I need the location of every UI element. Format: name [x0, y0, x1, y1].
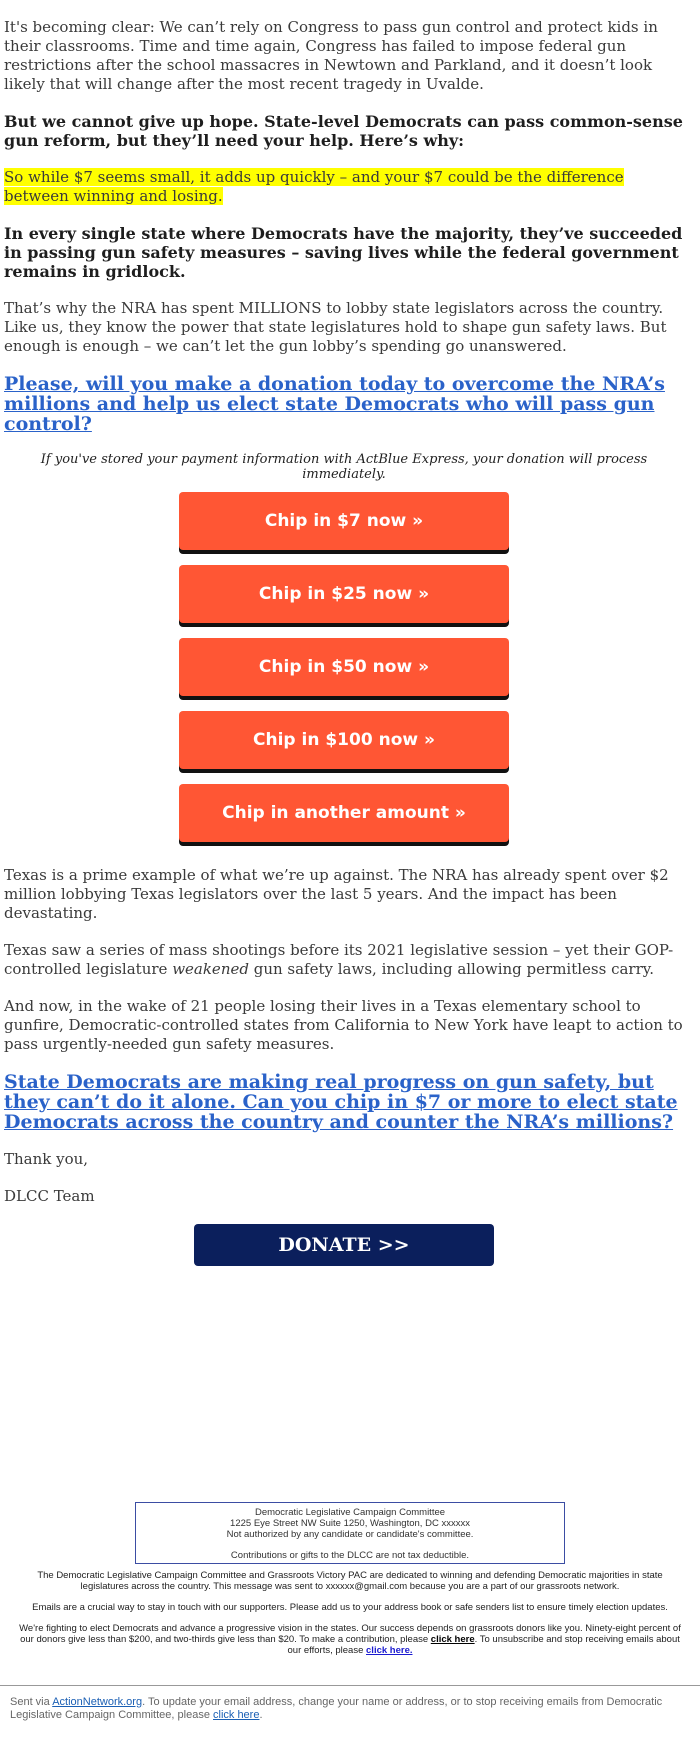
- contribute-click-here-link[interactable]: click here: [430, 1634, 475, 1645]
- hope-paragraph: But we cannot give up hope. State-level Democrats can pass common-sense gun reform, but they’ll need your help. Here’s why:: [4, 112, 683, 150]
- thanks-text: Thank you,: [4, 1150, 89, 1168]
- fighting-text-middle: . To unsubscribe and stop receiving emails about our efforts, please: [287, 1634, 680, 1656]
- chip-7-button[interactable]: Chip in $7 now »: [179, 492, 509, 550]
- address-box: [135, 1502, 565, 1564]
- texas-2-text-before: Texas saw a series of mass shootings before its 2021 legislative session – yet their GOP-controlled legislature: [4, 941, 674, 978]
- chip-100-button[interactable]: Chip in $100 now »: [179, 711, 509, 769]
- texas-2-emphasis: weakened: [172, 960, 249, 978]
- texas-2-text-after: gun safety laws, including allowing permitless carry.: [248, 960, 655, 978]
- every-state-paragraph: In every single state where Democrats have the majority, they’ve succeeded in passing gun safety measures – saving lives while the federal government remains in gridlock.: [4, 224, 683, 281]
- dedicated-text: The Democratic Legislative Campaign Committee and Grassroots Victory PAC are dedicated to winning and defending Democratic majorities in state legislatures across the country. This message was sent to xxxxxx@gmail.com because you are a part of our grassroots network.: [37, 1570, 663, 1592]
- texas-paragraph-1: Texas is a prime example of what we’re up against. The NRA has already spent over $2 million lobbying Texas legislators over the last 5 years. And the impact has been devastating.: [4, 866, 669, 922]
- emails-text: Emails are a crucial way to stay in touch with our supporters. Please add us to your address book or safe senders list to ensure timely election updates.: [32, 1602, 668, 1613]
- not-authorized-text: Not authorized by any candidate or candidate's committee.: [226, 1529, 474, 1540]
- unsubscribe-click-here-link[interactable]: click here.: [366, 1645, 413, 1656]
- sent-via-text: [10, 1696, 690, 1722]
- donation-buttons: [179, 492, 509, 842]
- actblue-express-note: If you've stored your payment information with ActBlue Express, your donation will process immediately.: [40, 452, 648, 482]
- donation-link-2[interactable]: State Democrats are making real progress on gun safety, but they can’t do it alone. Can you chip in $7 or more to elect state Democrats across the country and counter the NRA’s millions?: [4, 1071, 678, 1133]
- chip-25-button[interactable]: Chip in $25 now »: [179, 565, 509, 623]
- texas-paragraph-2: [4, 941, 684, 979]
- sent-via-section: [0, 1685, 700, 1722]
- org-address: 1225 Eye Street NW Suite 1250, Washington, DC xxxxxx: [230, 1518, 470, 1529]
- org-name: Democratic Legislative Campaign Committee: [254, 1507, 446, 1518]
- email-body: [0, 18, 688, 1266]
- tax-text: Contributions or gifts to the DLCC are not tax deductible.: [230, 1550, 470, 1561]
- signature: DLCC Team: [4, 1187, 95, 1205]
- highlighted-text: So while $7 seems small, it adds up quickly – and your $7 could be the difference between winning and losing.: [4, 168, 624, 205]
- sent-prefix: Sent via: [10, 1696, 53, 1708]
- chip-other-amount-button[interactable]: Chip in another amount »: [179, 784, 509, 842]
- update-click-here-link[interactable]: click here: [213, 1709, 260, 1721]
- chip-50-button[interactable]: Chip in $50 now »: [179, 638, 509, 696]
- highlight-paragraph: [4, 168, 684, 206]
- texas-paragraph-3: And now, in the wake of 21 people losing their lives in a Texas elementary school to gunfire, Democratic-controlled states from California to New York have leapt to action to pass urgently-needed gun safety measures.: [4, 997, 683, 1053]
- sent-end: .: [259, 1709, 263, 1721]
- donation-link-1[interactable]: Please, will you make a donation today to overcome the NRA’s millions and help us elect state Democrats who will pass gun control?: [4, 373, 665, 435]
- nra-paragraph: That’s why the NRA has spent MILLIONS to lobby state legislators across the country. Like us, they know the power that state legislatures hold to shape gun safety laws. But enough is enough – we can’t let the gun lobby’s spending go unanswered.: [4, 299, 667, 355]
- sent-middle: . To update your email address, change your name or address, or to stop receiving emails from Democratic Legislative Campaign Committee, please: [10, 1696, 663, 1721]
- fighting-text: [14, 1623, 686, 1656]
- actionnetwork-link[interactable]: ActionNetwork.org: [52, 1696, 143, 1708]
- fighting-text-before: We're fighting to elect Democrats and advance a progressive vision in the states. Our success depends on grassroots donors like you. Ninety-eight percent of our donors give less than $200, and two-thirds give less than $20. To make a contribution, please: [19, 1623, 681, 1645]
- intro-paragraph: It's becoming clear: We can’t rely on Congress to pass gun control and protect kids in their classrooms. Time and time again, Congress has failed to impose federal gun restrictions after the school massacres in Newtown and Parkland, and it doesn’t look likely that will change after the most recent tragedy in Uvalde.: [4, 18, 658, 93]
- footer: [0, 1502, 700, 1656]
- donate-button[interactable]: DONATE >>: [194, 1224, 494, 1266]
